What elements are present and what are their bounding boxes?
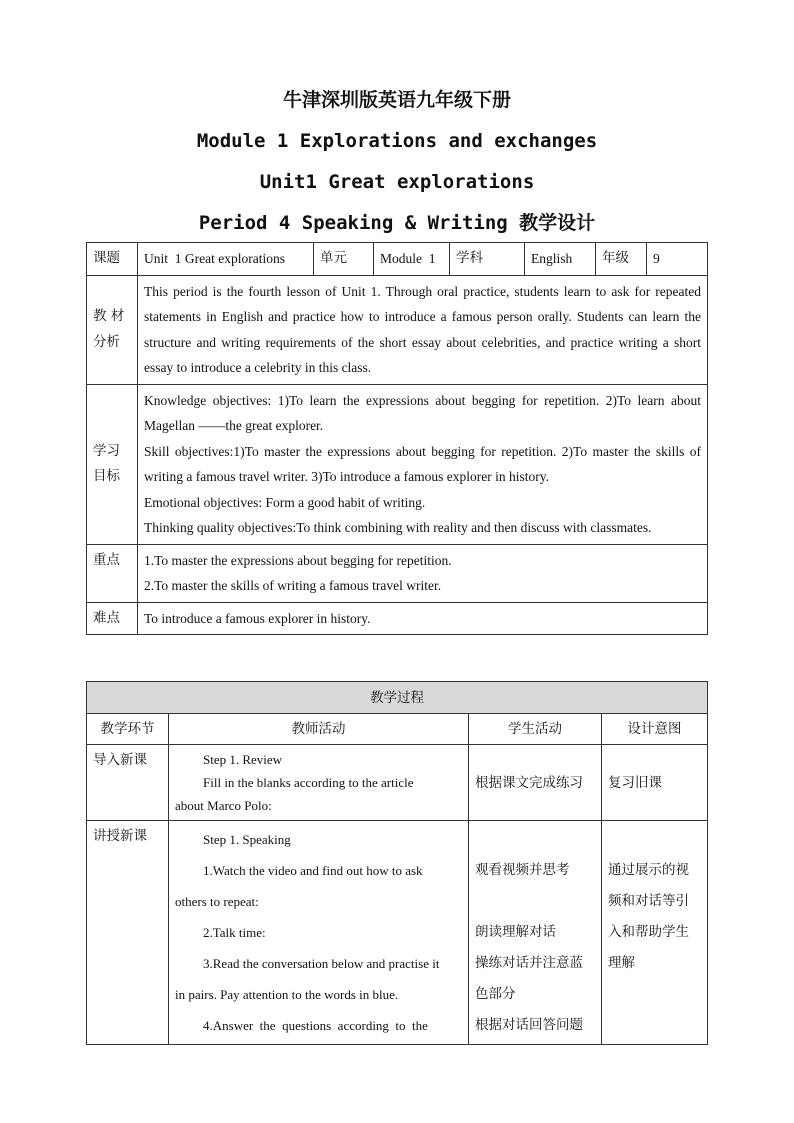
goals-cell bbox=[138, 384, 708, 544]
teacher-line: Step 1. Review bbox=[203, 752, 283, 767]
subject-label: 学科 bbox=[450, 243, 525, 276]
teacher-line: in pairs. Pay attention to the words in blue. bbox=[175, 987, 399, 1002]
student-activity-intro: 根据课文完成练习 bbox=[469, 745, 602, 821]
student-line: 观看视频并思考 bbox=[475, 862, 570, 878]
header-intent: 设计意图 bbox=[602, 714, 708, 745]
student-line: 色部分 bbox=[475, 986, 516, 1002]
difficult-text: To introduce a famous explorer in history. bbox=[138, 602, 708, 635]
subject-value: English bbox=[525, 243, 596, 276]
teacher-activity-intro bbox=[169, 745, 469, 821]
title-module: Module 1 Explorations and exchanges bbox=[196, 130, 598, 152]
teacher-activity-teaching bbox=[169, 821, 469, 1045]
lesson-info-table bbox=[86, 242, 708, 635]
key-cell bbox=[138, 544, 708, 602]
teacher-line: Step 1. Speaking bbox=[203, 832, 291, 847]
goal-skill: Skill objectives:1)To master the expressions about begging for repetition. 2)To master the skills of writing a famous travel writer. 3)To introduce a famous explorer in history. bbox=[144, 443, 701, 484]
difficult-label: 难点 bbox=[87, 602, 138, 635]
goal-emotional: Emotional objectives: Form a good habit of writing. bbox=[144, 494, 426, 510]
student-line bbox=[475, 886, 595, 917]
title-cn: 牛津深圳版英语九年级下册 bbox=[282, 89, 511, 111]
intent-intro: 复习旧课 bbox=[602, 745, 708, 821]
teacher-line: others to repeat: bbox=[175, 894, 259, 909]
goal-thinking: Thinking quality objectives:To think combining with reality and then discuss with classmates. bbox=[144, 520, 652, 535]
goal-knowledge: Knowledge objectives: 1)To learn the expressions about begging for repetition. 2)To learn about Magellan ——the great explorer. bbox=[144, 392, 701, 433]
student-activity-teaching bbox=[469, 821, 602, 1045]
teacher-line: 2.Talk time: bbox=[203, 925, 266, 940]
student-line bbox=[475, 824, 595, 855]
key-point-2: 2.To master the skills of writing a famous travel writer. bbox=[144, 578, 442, 593]
teacher-line: 4.Answer the questions according to the bbox=[203, 1018, 428, 1033]
topic-label: 课题 bbox=[87, 243, 138, 276]
topic-value: Unit 1 Great explorations bbox=[138, 243, 314, 276]
teacher-line: about Marco Polo: bbox=[175, 798, 272, 813]
title-period: Period 4 Speaking & Writing 教学设计 bbox=[198, 212, 596, 234]
key-label: 重点 bbox=[87, 544, 138, 602]
grade-label: 年级 bbox=[596, 243, 647, 276]
grade-value: 9 bbox=[647, 243, 708, 276]
key-point-1: 1.To master the expressions about begging for repetition. bbox=[144, 552, 452, 568]
process-table bbox=[86, 681, 708, 1045]
unit-label: 单元 bbox=[314, 243, 374, 276]
title-unit: Unit1 Great explorations bbox=[259, 171, 535, 193]
unit-value: Module 1 bbox=[374, 243, 450, 276]
student-line: 根据对话回答问题 bbox=[475, 1017, 583, 1033]
header-student: 学生活动 bbox=[469, 714, 602, 745]
teacher-line: 3.Read the conversation below and practise it bbox=[203, 956, 440, 971]
stage-teaching: 讲授新课 bbox=[87, 821, 169, 1045]
intent-teaching: 通过展示的视频和对话等引入和帮助学生理解 bbox=[602, 821, 708, 1045]
teacher-line: Fill in the blanks according to the article bbox=[203, 775, 414, 790]
teacher-line: 1.Watch the video and find out how to ask bbox=[203, 863, 423, 878]
analysis-label: 教 材 分析 bbox=[87, 275, 138, 384]
header-teacher: 教师活动 bbox=[169, 714, 469, 745]
document-title-block bbox=[0, 80, 794, 244]
student-line: 操练对话并注意蓝 bbox=[475, 955, 583, 971]
analysis-text: This period is the fourth lesson of Unit 1. Through oral practice, students learn to ask for repeated statements in English and practice how to introduce a famous person orally. Students can learn the structure and writing requirements of the short essay about celebrities, and practice writing a short essay to introduce a celebrity in this class. bbox=[138, 275, 708, 384]
student-line: 朗读理解对话 bbox=[475, 924, 556, 940]
goals-label: 学习 目标 bbox=[87, 384, 138, 544]
header-stage: 教学环节 bbox=[87, 714, 169, 745]
stage-intro: 导入新课 bbox=[87, 745, 169, 821]
process-title: 教学过程 bbox=[87, 682, 708, 714]
